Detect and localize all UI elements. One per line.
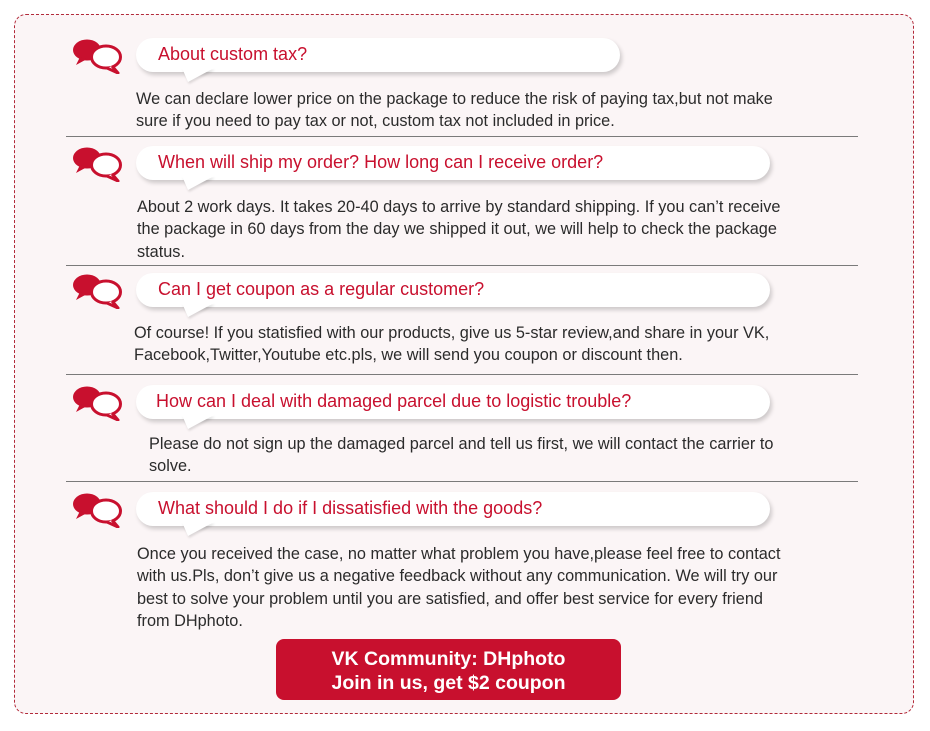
question-bubble — [136, 273, 770, 307]
answer-line: best to solve your problem until you are satisfied, and offer best service for every friend — [137, 589, 763, 608]
divider — [66, 265, 858, 266]
faq-question: About custom tax? — [158, 44, 308, 64]
question-bubble — [136, 146, 770, 180]
question-bubble — [136, 38, 620, 72]
answer-line: the package in 60 days from the day we shipped it out, we will help to check the package — [137, 220, 777, 239]
faq-answer — [149, 433, 773, 478]
faq-question: What should I do if I dissatisfied with the goods? — [158, 498, 543, 518]
faq-question: How can I deal with damaged parcel due to logistic trouble? — [156, 391, 632, 411]
answer-line: with us.Pls, don’t give us a negative feedback without any communication. We will try our — [137, 567, 778, 586]
chat-bubbles-icon — [72, 492, 124, 528]
chat-bubbles-icon — [72, 38, 124, 74]
faq-answer — [137, 196, 780, 263]
question-bubble — [136, 492, 770, 526]
question-bubble — [136, 385, 770, 419]
chat-bubbles-icon — [72, 146, 124, 182]
divider — [66, 374, 858, 375]
chat-bubbles-icon — [72, 385, 124, 421]
answer-line: status. — [137, 242, 185, 261]
answer-line: solve. — [149, 457, 192, 476]
answer-line: About 2 work days. It takes 20-40 days to arrive by standard shipping. If you can’t receive — [137, 198, 781, 216]
faq-answer — [134, 322, 769, 367]
faq-question: Can I get coupon as a regular customer? — [158, 279, 485, 299]
cta-line-1: VK Community: DHphoto — [331, 648, 566, 670]
cta-line-2: Join in us, get $2 coupon — [331, 672, 566, 694]
vk-community-button[interactable] — [276, 639, 621, 700]
divider — [66, 481, 858, 482]
answer-line: Of course! If you statisfied with our products, give us 5-star review,and share in your VK, — [134, 324, 770, 342]
answer-line: from DHphoto. — [137, 611, 243, 630]
answer-line: sure if you need to pay tax or not, custom tax not included in price. — [136, 112, 615, 131]
divider — [66, 136, 858, 137]
answer-line: We can declare lower price on the package to reduce the risk of paying tax,but not make — [136, 90, 773, 108]
chat-bubbles-icon — [72, 273, 124, 309]
answer-line: Please do not sign up the damaged parcel and tell us first, we will contact the carrier to — [149, 435, 774, 453]
answer-line: Facebook,Twitter,Youtube etc.pls, we will send you coupon or discount then. — [134, 346, 683, 365]
faq-answer — [137, 543, 780, 632]
faq-answer — [136, 88, 773, 133]
faq-question: When will ship my order? How long can I receive order? — [158, 152, 604, 172]
answer-line: Once you received the case, no matter what problem you have,please feel free to contact — [137, 545, 781, 563]
